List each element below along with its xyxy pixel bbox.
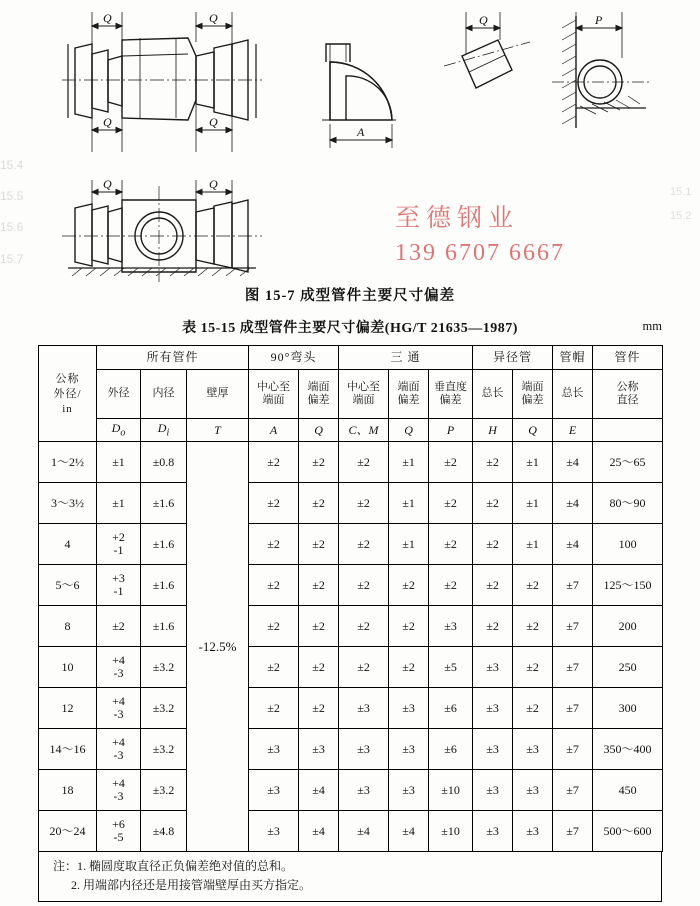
symbol-od: $D_o$ <box>97 419 141 442</box>
cell-reducer-end: ±3 <box>513 811 553 852</box>
svg-text:Q: Q <box>209 115 218 129</box>
subheader-reducer-length: 总长 <box>473 370 513 419</box>
watermark-phone: 139 6707 6667 <box>395 240 565 266</box>
svg-text:Q: Q <box>479 13 488 27</box>
subheader-id: 内径 <box>141 370 187 419</box>
cell-cap-length: ±7 <box>553 770 593 811</box>
cell-elbow-end: ±4 <box>299 770 339 811</box>
cell-tee-perp: ±3 <box>429 606 473 647</box>
cell-reducer-end: ±3 <box>513 770 553 811</box>
cell-elbow-center: ±2 <box>249 442 299 483</box>
cell-nominal-dia: 80～90 <box>593 483 663 524</box>
symbol-cap-length: E <box>553 419 593 442</box>
cell-nominal-dia: 100 <box>593 524 663 565</box>
cell-tee-end: ±2 <box>389 565 429 606</box>
cell-tee-perp: ±2 <box>429 524 473 565</box>
cell-tee-center: ±2 <box>339 442 389 483</box>
cell-od: +4 -3 <box>97 688 141 729</box>
cell-id: ±0.8 <box>141 442 187 483</box>
subheader-thickness: 壁厚 <box>187 370 249 419</box>
cell-elbow-end: ±2 <box>299 565 339 606</box>
page-bleed-left: 15.4 15.5 15.6 15.7 <box>0 158 24 266</box>
cell-nominal-od: 3～3½ <box>39 483 97 524</box>
cell-cap-length: ±7 <box>553 647 593 688</box>
cell-reducer-length: ±3 <box>473 770 513 811</box>
header-cap: 管帽 <box>553 346 593 370</box>
cell-cap-length: ±4 <box>553 442 593 483</box>
figure-block <box>0 0 700 282</box>
subheader-tee-center: 中心至 端面 <box>339 370 389 419</box>
cell-reducer-end: ±1 <box>513 483 553 524</box>
table-body <box>39 442 663 852</box>
table-caption-text: 表 15-15 成型管件主要尺寸偏差(HG/T 21635—1987) <box>182 321 518 336</box>
cell-nominal-od: 18 <box>39 770 97 811</box>
cell-tee-perp: ±2 <box>429 483 473 524</box>
cell-id: ±3.2 <box>141 688 187 729</box>
cell-elbow-end: ±2 <box>299 524 339 565</box>
cell-nominal-dia: 350～400 <box>593 729 663 770</box>
symbol-reducer-length: H <box>473 419 513 442</box>
svg-text:A: A <box>357 125 365 139</box>
cell-elbow-end: ±4 <box>299 811 339 852</box>
cell-id: ±3.2 <box>141 729 187 770</box>
cell-nominal-dia: 125～150 <box>593 565 663 606</box>
symbol-reducer-end: Q <box>513 419 553 442</box>
cell-reducer-length: ±2 <box>473 606 513 647</box>
cell-elbow-center: ±2 <box>249 606 299 647</box>
cell-tee-end: ±1 <box>389 483 429 524</box>
cell-nominal-dia: 25～65 <box>593 442 663 483</box>
cell-elbow-center: ±2 <box>249 688 299 729</box>
technical-drawing <box>0 0 700 282</box>
cell-elbow-end: ±2 <box>299 606 339 647</box>
cell-tee-center: ±2 <box>339 483 389 524</box>
cell-elbow-center: ±2 <box>249 565 299 606</box>
cell-elbow-center: ±2 <box>249 524 299 565</box>
cell-reducer-end: ±1 <box>513 524 553 565</box>
table-row <box>39 524 663 565</box>
cell-od: +4 -3 <box>97 729 141 770</box>
cell-reducer-end: ±1 <box>513 442 553 483</box>
cell-cap-length: ±7 <box>553 606 593 647</box>
symbol-tee-perp: P <box>429 419 473 442</box>
cell-reducer-length: ±2 <box>473 483 513 524</box>
svg-text:Q: Q <box>209 177 218 191</box>
cell-id: ±3.2 <box>141 647 187 688</box>
cell-cap-length: ±7 <box>553 811 593 852</box>
subheader-nominal-dia: 公称 直径 <box>593 370 663 419</box>
cell-tee-perp: ±10 <box>429 811 473 852</box>
symbol-id: $D_i$ <box>141 419 187 442</box>
svg-text:P: P <box>595 13 603 27</box>
symbol-thickness: T <box>187 419 249 442</box>
header-elbow: 90°弯头 <box>249 346 339 370</box>
cell-od: +4 -3 <box>97 770 141 811</box>
cell-tee-end: ±4 <box>389 811 429 852</box>
cell-nominal-od: 8 <box>39 606 97 647</box>
spec-table <box>38 345 663 852</box>
cell-od: ±2 <box>97 606 141 647</box>
symbol-elbow-end: Q <box>299 419 339 442</box>
table-row <box>39 729 663 770</box>
cell-cap-length: ±7 <box>553 565 593 606</box>
cell-tee-end: ±1 <box>389 524 429 565</box>
cell-nominal-od: 1～2½ <box>39 442 97 483</box>
table-row <box>39 565 663 606</box>
cell-tee-end: ±3 <box>389 770 429 811</box>
cell-elbow-center: ±3 <box>249 811 299 852</box>
cell-reducer-length: ±3 <box>473 688 513 729</box>
cell-tee-center: ±4 <box>339 811 389 852</box>
cell-elbow-end: ±2 <box>299 442 339 483</box>
cell-tee-perp: ±5 <box>429 647 473 688</box>
subheader-od: 外径 <box>97 370 141 419</box>
subheader-elbow-center: 中心至 端面 <box>249 370 299 419</box>
svg-text:Q: Q <box>103 115 112 129</box>
subheader-reducer-end: 端面 偏差 <box>513 370 553 419</box>
header-all-fittings: 所有管件 <box>97 346 249 370</box>
cell-tee-center: ±3 <box>339 729 389 770</box>
cell-id: ±1.6 <box>141 565 187 606</box>
table-row <box>39 483 663 524</box>
cell-reducer-length: ±2 <box>473 442 513 483</box>
cell-elbow-end: ±2 <box>299 647 339 688</box>
cell-nominal-od: 12 <box>39 688 97 729</box>
note-line-1: 注：1. 椭圆度取直径正负偏差绝对值的总和。 <box>53 859 294 873</box>
cell-nominal-dia: 250 <box>593 647 663 688</box>
cell-tee-perp: ±6 <box>429 729 473 770</box>
table-row <box>39 442 663 483</box>
cell-elbow-center: ±2 <box>249 647 299 688</box>
cell-tee-end: ±2 <box>389 606 429 647</box>
cell-reducer-length: ±2 <box>473 565 513 606</box>
cell-tee-center: ±3 <box>339 688 389 729</box>
symbol-elbow-center: A <box>249 419 299 442</box>
header-fitting: 管件 <box>593 346 663 370</box>
header-tee: 三 通 <box>339 346 473 370</box>
svg-text:Q: Q <box>103 177 112 191</box>
cell-elbow-end: ±2 <box>299 483 339 524</box>
cell-reducer-end: ±2 <box>513 688 553 729</box>
subheader-elbow-end: 端面 偏差 <box>299 370 339 419</box>
table-row <box>39 811 663 852</box>
cell-nominal-od: 10 <box>39 647 97 688</box>
cell-id: ±3.2 <box>141 770 187 811</box>
cell-tee-perp: ±10 <box>429 770 473 811</box>
cell-thickness <box>187 442 249 852</box>
cell-nominal-od: 5～6 <box>39 565 97 606</box>
header-reducer: 异径管 <box>473 346 553 370</box>
symbol-tee-end: Q <box>389 419 429 442</box>
cell-id: ±4.8 <box>141 811 187 852</box>
cell-tee-end: ±3 <box>389 729 429 770</box>
cell-elbow-center: ±2 <box>249 483 299 524</box>
cell-reducer-end: ±2 <box>513 647 553 688</box>
subheader-cap-length: 总长 <box>553 370 593 419</box>
subheader-tee-end: 端面 偏差 <box>389 370 429 419</box>
spec-table-wrapper <box>38 345 662 902</box>
cell-reducer-length: ±3 <box>473 647 513 688</box>
cell-reducer-end: ±2 <box>513 565 553 606</box>
figure-caption: 图 15-7 成型管件主要尺寸偏差 <box>244 288 456 304</box>
table-sub-header-row <box>39 370 663 419</box>
cell-tee-center: ±3 <box>339 770 389 811</box>
cell-tee-end: ±1 <box>389 442 429 483</box>
cell-tee-center: ±2 <box>339 647 389 688</box>
watermark-brand: 至德钢业 <box>395 205 520 232</box>
cell-elbow-end: ±2 <box>299 688 339 729</box>
cell-reducer-end: ±3 <box>513 729 553 770</box>
svg-text:Q: Q <box>209 11 218 25</box>
cell-tee-end: ±2 <box>389 647 429 688</box>
table-row <box>39 647 663 688</box>
cell-nominal-dia: 450 <box>593 770 663 811</box>
cell-od: ±1 <box>97 483 141 524</box>
subheader-tee-perp: 垂直度 偏差 <box>429 370 473 419</box>
cell-cap-length: ±4 <box>553 524 593 565</box>
cell-cap-length: ±7 <box>553 729 593 770</box>
cell-nominal-dia: 500～600 <box>593 811 663 852</box>
header-nominal-od: 公称 外径/ in <box>39 346 97 442</box>
cell-reducer-length: ±2 <box>473 524 513 565</box>
cell-nominal-dia: 200 <box>593 606 663 647</box>
symbol-tee-center: C、M <box>339 419 389 442</box>
cell-elbow-center: ±3 <box>249 770 299 811</box>
note-line-2: 2. 用端部内径还是用接管端壁厚由买方指定。 <box>71 878 312 893</box>
cell-reducer-length: ±3 <box>473 811 513 852</box>
cell-id: ±1.6 <box>141 524 187 565</box>
cell-tee-perp: ±2 <box>429 442 473 483</box>
cell-elbow-end: ±3 <box>299 729 339 770</box>
cell-tee-center: ±2 <box>339 524 389 565</box>
cell-od: +4 -3 <box>97 647 141 688</box>
table-caption <box>0 317 700 337</box>
cell-nominal-dia: 300 <box>593 688 663 729</box>
page-bleed-right: 15.1 15.2 <box>670 186 692 223</box>
cell-tee-end: ±3 <box>389 688 429 729</box>
cell-reducer-end: ±2 <box>513 606 553 647</box>
table-notes <box>38 852 662 902</box>
cell-tee-perp: ±2 <box>429 565 473 606</box>
cell-tee-center: ±2 <box>339 606 389 647</box>
cell-od: +6 -5 <box>97 811 141 852</box>
label-q: Q <box>103 11 112 25</box>
table-row <box>39 606 663 647</box>
cell-od: +2 -1 <box>97 524 141 565</box>
cell-reducer-length: ±3 <box>473 729 513 770</box>
cell-nominal-od: 4 <box>39 524 97 565</box>
cell-tee-center: ±2 <box>339 565 389 606</box>
thickness-value: -12.5% <box>198 638 237 654</box>
cell-cap-length: ±7 <box>553 688 593 729</box>
cell-elbow-center: ±3 <box>249 729 299 770</box>
cell-id: ±1.6 <box>141 606 187 647</box>
symbol-nominal-dia <box>593 419 663 442</box>
cell-id: ±1.6 <box>141 483 187 524</box>
cell-nominal-od: 20～24 <box>39 811 97 852</box>
cell-nominal-od: 14～16 <box>39 729 97 770</box>
table-unit: mm <box>642 319 662 333</box>
cell-cap-length: ±4 <box>553 483 593 524</box>
cell-tee-perp: ±6 <box>429 688 473 729</box>
cell-od: +3 -1 <box>97 565 141 606</box>
table-symbol-row <box>39 419 663 442</box>
table-row <box>39 770 663 811</box>
cell-od: ±1 <box>97 442 141 483</box>
table-row <box>39 688 663 729</box>
table-group-header-row <box>39 346 663 370</box>
